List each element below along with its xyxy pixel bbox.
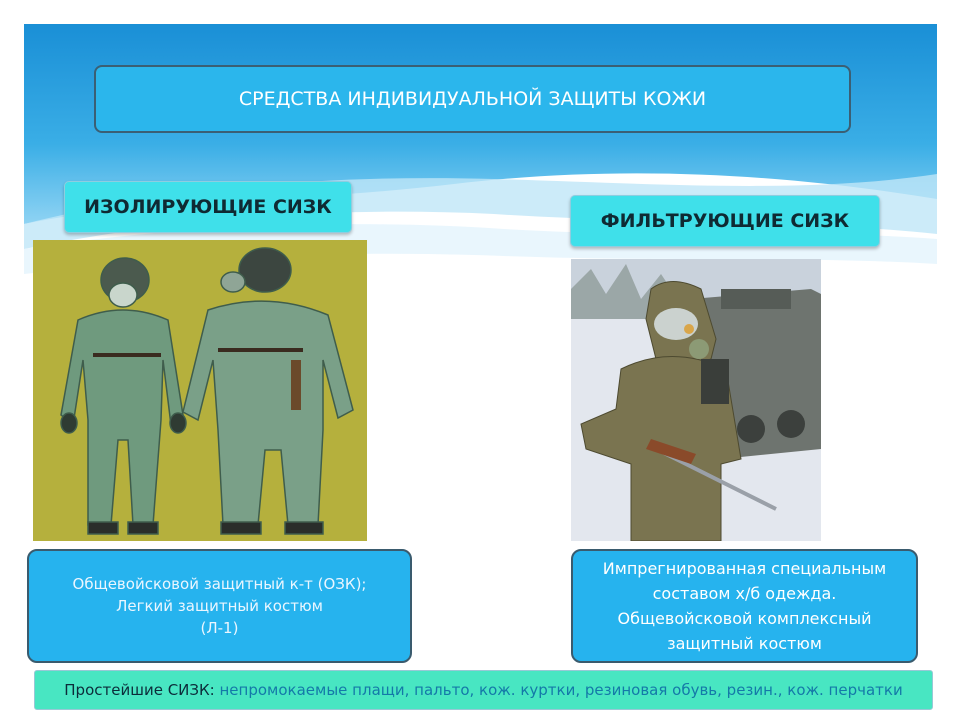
filtering-description xyxy=(571,549,918,663)
slide xyxy=(24,24,937,714)
filtering-suit-photo xyxy=(571,259,821,541)
filtering-desc-line: Общевойсковой комплексный xyxy=(617,609,872,628)
slide-title-text: СРЕДСТВА ИНДИВИДУАЛЬНОЙ ЗАЩИТЫ КОЖИ xyxy=(238,88,707,110)
filtering-desc-line: составом х/б одежда. xyxy=(652,584,837,603)
isolating-desc-line: Общевойсковой защитный к-т (ОЗК); xyxy=(72,575,367,593)
simple-skin-protection-bar xyxy=(34,670,933,710)
isolating-desc-line: Легкий защитный костюм xyxy=(116,597,323,615)
isolating-label-text: ИЗОЛИРУЮЩИЕ СИЗК xyxy=(84,196,332,218)
isolating-description xyxy=(27,549,412,663)
isolating-label xyxy=(64,181,352,233)
filtering-label xyxy=(570,195,880,247)
filtering-desc-line: защитный костюм xyxy=(667,634,822,653)
isolating-desc-line: (Л-1) xyxy=(200,619,239,637)
filtering-desc-line: Импрегнированная специальным xyxy=(602,559,887,578)
simple-protection-prefix: Простейшие СИЗК: xyxy=(64,681,215,699)
filtering-label-text: ФИЛЬТРУЮЩИЕ СИЗК xyxy=(600,210,850,232)
isolating-suit-photo xyxy=(33,240,367,541)
simple-protection-items: непромокаемые плащи, пальто, кож. куртки, резиновая обувь, резин., кож. перчатки xyxy=(219,681,903,699)
slide-title xyxy=(94,65,851,133)
